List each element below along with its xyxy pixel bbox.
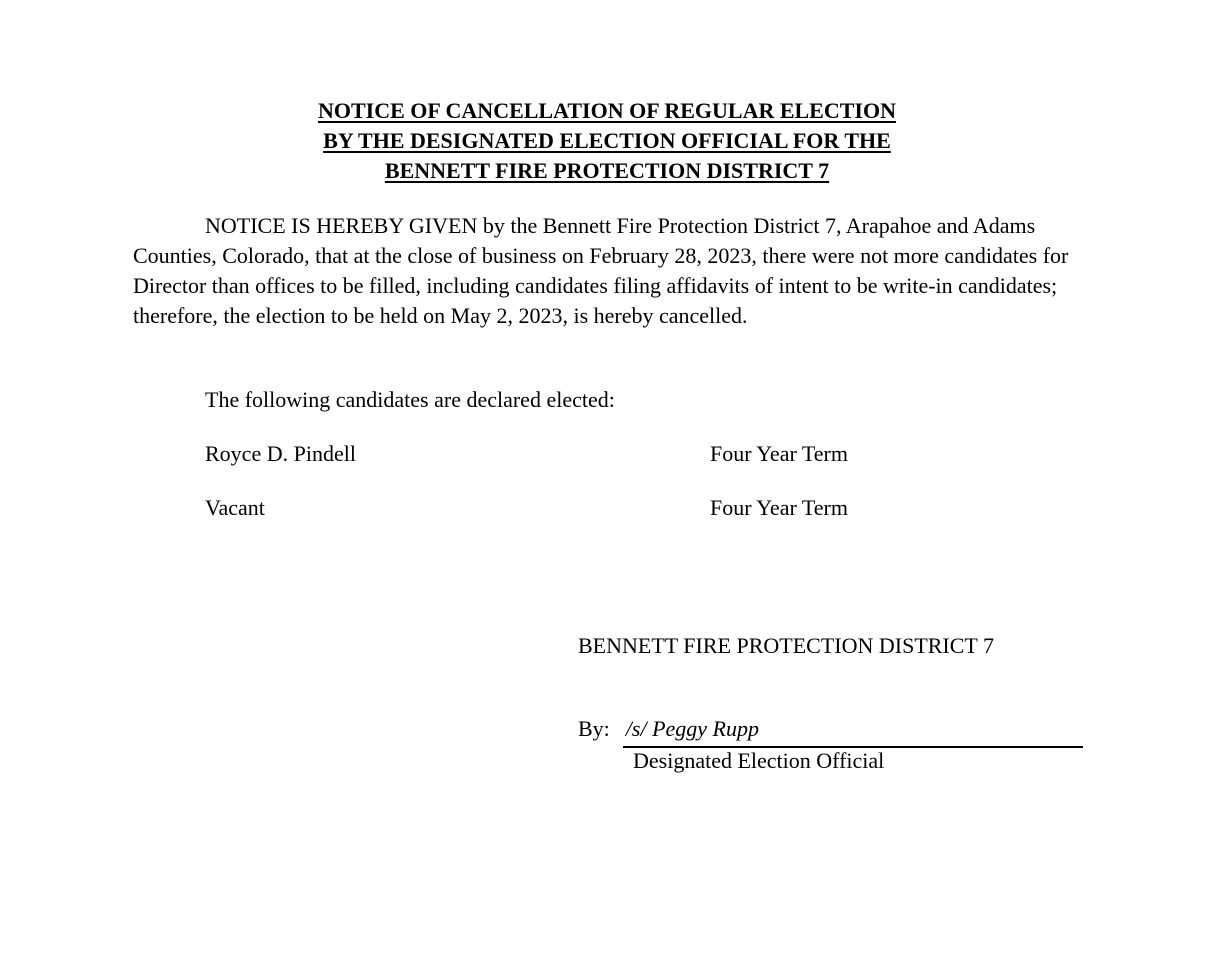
signer-title: Designated Election Official	[633, 748, 885, 773]
candidate-name: Royce D. Pindell	[205, 441, 356, 466]
document-title	[133, 96, 1081, 186]
document-title-line-3: BENNETT FIRE PROTECTION DISTRICT 7	[384, 158, 830, 183]
declaration-line: The following candidates are declared elected:	[205, 387, 615, 412]
signature-text: /s/ Peggy Rupp	[625, 716, 759, 741]
candidate-term: Four Year Term	[710, 495, 848, 520]
notice-body-paragraph: NOTICE IS HEREBY GIVEN by the Bennett Fire Protection District 7, Arapahoe and Adams Counties, Colorado, that at the close of business on February 28, 2023, there were not more candidates for Director than offices to be filled, including candidates filing affidavits of intent to be write-in candidates; therefore, the election to be held on May 2, 2023, is hereby cancelled.	[133, 213, 1069, 328]
document-title-line-1: NOTICE OF CANCELLATION OF REGULAR ELECTION	[318, 98, 896, 123]
candidate-row	[0, 439, 1212, 469]
signature-organization: BENNETT FIRE PROTECTION DISTRICT 7	[578, 633, 994, 658]
by-label: By:	[578, 716, 610, 741]
candidate-name: Vacant	[205, 495, 265, 520]
candidate-term: Four Year Term	[710, 441, 848, 466]
signature-by-line	[578, 714, 1098, 746]
candidate-row	[0, 493, 1212, 523]
document-title-line-2: BY THE DESIGNATED ELECTION OFFICIAL FOR THE	[323, 128, 891, 153]
signature-rule	[623, 714, 1083, 748]
